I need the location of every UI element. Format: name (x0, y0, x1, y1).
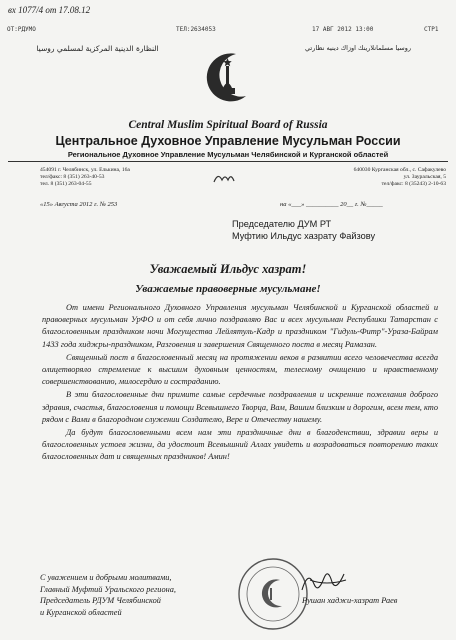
body-paragraph: Да будут благословенными всем нам эти праздничные дни в благоденствии, здравии веры и благословенных устоев жизни, да удостоит Всевышний Аллах увидеть и возрадоваться повторению таких благословенных дат и священных праздников! Амин! (42, 428, 438, 462)
address-left-line: 454091 г. Челябинск, ул. Елькина, 16а (40, 167, 130, 173)
incoming-number: на «___» __________ 20__ г. №_____ (280, 201, 383, 208)
recipient-block (232, 218, 375, 242)
fax-datetime: 17 АВГ 2012 13:00 (312, 26, 374, 33)
address-left-line: тел/факс: 8 (351) 263-40-53 (40, 174, 105, 180)
address-right-line: ул. Зауральская, 5 (403, 174, 446, 180)
body-paragraph: В эти благословенные дни примите самые сердечные поздравления и искренние пожелания доброго здравия, счастья, благословения и помощи Всевышнего Творца, Вам, Вашим близким и дорогим, всем тем, кто рядом с Вами в благородном служении Создателю, Вере и Отечеству нашему. (42, 390, 438, 424)
fax-from: ОТ:РДУМО (7, 26, 36, 33)
org-regional-subtitle: Региональное Духовное Управление Мусульман Челябинской и Курганской областей (67, 150, 389, 159)
address-right (318, 167, 446, 188)
address-right-line: 640030 Курганская обл., с. Сафакулево (353, 167, 446, 173)
header-divider (8, 161, 448, 162)
arabic-org-name: النظارة الدينية المركزية لمسلمي روسيا (36, 44, 159, 53)
recipient-line: Председателю ДУМ РТ (232, 219, 332, 229)
greeting-general: Уважаемые правоверные мусульмане! (135, 283, 321, 295)
signatory-name: Рушан хаджи-хазрат Раев (302, 596, 398, 605)
fax-page: СТР1 (424, 26, 439, 33)
recipient-line: Муфтию Ильдус хазрату Файзову (232, 231, 376, 241)
tughra-emblem (212, 170, 236, 184)
signature-line: и Курганской областей (40, 607, 122, 617)
fax-tel: ТЕЛ:2634053 (176, 26, 216, 33)
signature-block (40, 572, 176, 618)
tatar-org-name: روسيا مسلمانلارينك اوزاك دينيه نظارتي (304, 44, 412, 52)
body-paragraph: Священный пост в благословенный месяц на протяжении веков в развитии всего человечества всегда олицетворяло стремление к высшим духовным ценностям, телесному очищению и нравственному совершенствованию, милосердию и состраданию. (42, 352, 438, 387)
crescent-mosque-emblem (206, 48, 252, 106)
greeting-personal: Уважаемый Ильдус хазрат! (149, 262, 307, 276)
body-paragraph: От имени Регионального Духовного Управления мусульман Челябинской и Курганской областей и правоверных мусульман УрФО и от себя лично поздравляю Вас и всех мусульман Республики Татарстан с благословенным праздником ночи Могущества Лейлятуль-Кадр и праздником "Гидуль-Фитр"-Ураза-Байрам 1433 года хиджры-праздником, Разговения и завершения Священного поста в месяц Рамазан. (42, 303, 438, 349)
outgoing-number: «15» Августа 2012 г. № 253 (40, 201, 118, 208)
handwritten-reference: вх 1077/4 от 17.08.12 (8, 5, 91, 15)
org-name-russian: Центральное Духовное Управление Мусульман России (55, 134, 401, 148)
handwritten-signature (298, 566, 350, 596)
signature-line: Председатель РДУМ Челябинской (40, 596, 161, 605)
address-left-line: тел. 8 (351) 263-04-55 (40, 181, 92, 187)
letter-body (42, 302, 438, 465)
org-name-english: Central Muslim Spiritual Board of Russia (128, 119, 328, 131)
address-left (40, 167, 130, 188)
address-right-line: тел/факс: 8 (35243) 2-10-63 (381, 181, 446, 187)
signature-line: Главный Муфтий Уральского региона, (40, 584, 176, 594)
signature-line: С уважением и добрыми молитвами, (40, 573, 172, 582)
